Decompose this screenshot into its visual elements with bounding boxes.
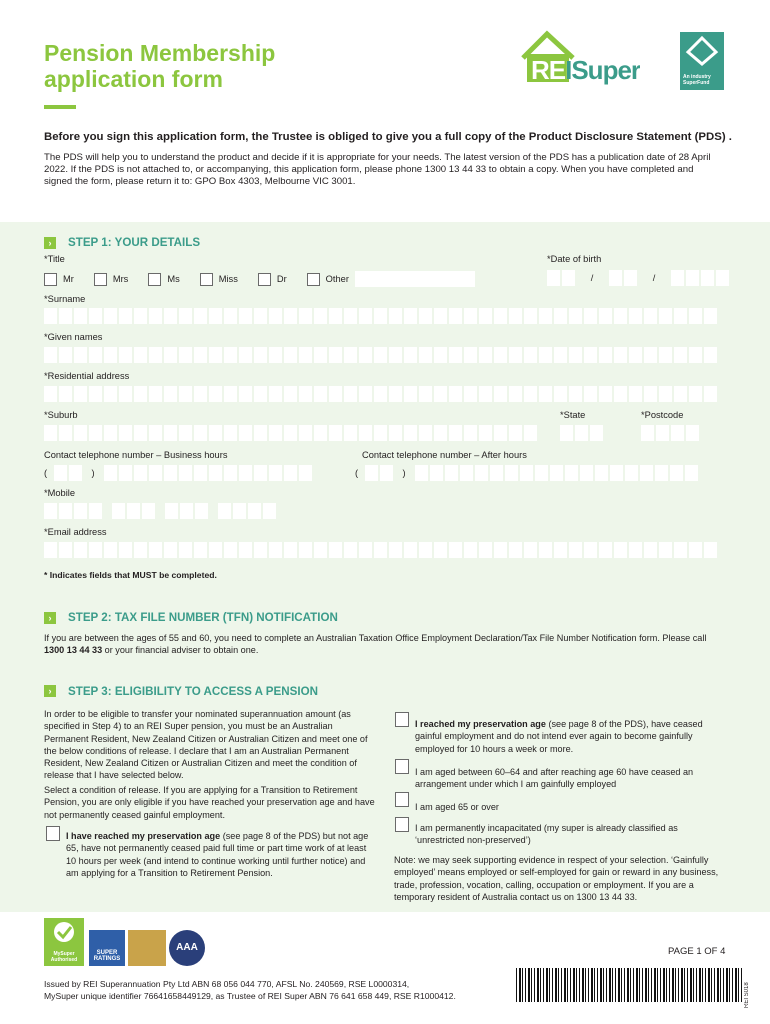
step3-intro: In order to be eligible to transfer your nominated superannuation amount (as specified in Step 4) to an REI Super pension, you must be an Australian Permanent Resident, New Zealand Citizen or Australian Citizen and meet one of the below conditions of release. I declare that I am an Australian Permanent Resident, New Zealand Citizen or Australian Citizen and meet the condition of release that I have selected below. — [44, 709, 368, 781]
address-label: *Residential address — [44, 371, 130, 381]
option-aged-65: I am aged 65 or over — [415, 802, 499, 812]
step2-text-2: or your financial adviser to obtain one. — [102, 645, 259, 656]
title-line-2: application form — [44, 66, 223, 92]
checkbox-ms[interactable] — [148, 273, 161, 286]
dob-label: *Date of birth — [547, 254, 602, 264]
checkbox-preservation-ceased[interactable] — [395, 712, 409, 727]
chevron-right-icon: › — [44, 237, 56, 249]
page-number: PAGE 1 OF 4 — [668, 946, 726, 957]
checkmark-icon — [44, 918, 84, 946]
paren-close-2: ) — [402, 468, 406, 478]
surname-label: *Surname — [44, 294, 86, 304]
chevron-right-icon: › — [44, 612, 56, 624]
opt1-bold: I have reached my preservation age — [66, 831, 221, 841]
page-title — [44, 40, 314, 92]
paren-close: ) — [91, 468, 95, 478]
option-transition-retirement — [66, 830, 376, 879]
opt1-text: (see page 8 of the PDS) but not age 65, have not permanently ceased paid full time or part time work of at least 10 hours per week (and intend to continue working until further notice) and am applying for a Transition to Retirement Pension. — [66, 831, 369, 878]
other-title-input[interactable] — [355, 271, 475, 287]
checkbox-aged-65[interactable] — [395, 792, 409, 807]
mandatory-note: * Indicates fields that MUST be completed. — [44, 570, 217, 580]
title-ms: Ms — [167, 274, 180, 284]
given-names-input[interactable] — [44, 347, 717, 363]
address-input[interactable] — [44, 386, 717, 402]
intro-heading: Before you sign this application form, the Trustee is obliged to give you a full copy of the Product Disclosure Statement (PDS) . — [44, 131, 732, 143]
mobile-label: *Mobile — [44, 488, 76, 498]
issuer-line-2: MySuper unique identifier 76641658449129, as Trustee of REI Super ABN 76 641 658 449, RSE R1000412. — [44, 991, 456, 1001]
title-label: *Title — [44, 254, 65, 264]
checkbox-miss[interactable] — [200, 273, 213, 286]
state-label: *State — [560, 410, 586, 420]
given-names-label: *Given names — [44, 332, 103, 342]
title-mr: Mr — [63, 274, 74, 284]
dob-slash-1: / — [590, 273, 594, 283]
step3-select-note: Select a condition of release. If you are applying for a Transition to Retirement Pension, you are only eligible if you have reached your preservation age and have not permanently ceased gainful employment. — [44, 785, 375, 820]
checkbox-aged-60-64[interactable] — [395, 759, 409, 774]
postcode-label: *Postcode — [641, 410, 684, 420]
title-line-1: Pension Membership — [44, 40, 276, 66]
title-options — [44, 271, 475, 287]
paren-open-2: ( — [355, 468, 359, 478]
phone-business-label: Contact telephone number – Business hours — [44, 450, 228, 460]
badge-text: An industry SuperFund — [683, 74, 711, 86]
checkbox-other[interactable] — [307, 273, 320, 286]
state-input[interactable] — [560, 425, 603, 441]
checkbox-incapacitated[interactable] — [395, 817, 409, 832]
chevron-right-icon: › — [44, 685, 56, 697]
suburb-label: *Suburb — [44, 410, 78, 420]
step1-heading: STEP 1: YOUR DETAILS — [68, 236, 201, 249]
phone-after-label: Contact telephone number – After hours — [362, 450, 527, 460]
dob-slash-2: / — [652, 273, 656, 283]
phone-business-input[interactable] — [44, 465, 312, 481]
diamond-icon — [680, 32, 724, 66]
rei-super-logo — [517, 28, 665, 90]
option-aged-60-64: I am aged between 60–64 and after reaching age 60 have ceased an arrangement under which I am gainfully employed — [415, 767, 694, 790]
form-code: REI S018 — [744, 982, 750, 1008]
title-miss: Miss — [218, 274, 238, 284]
super-ratings-badge: SUPER RATINGS — [89, 930, 125, 966]
opt2-bold: I reached my preservation age — [415, 719, 546, 729]
barcode — [516, 968, 742, 1002]
industry-superfund-badge — [680, 32, 724, 90]
aaa-rating-badge: AAA — [169, 930, 205, 966]
suburb-input[interactable] — [44, 425, 537, 441]
surname-input[interactable] — [44, 308, 717, 324]
title-underline — [44, 105, 76, 109]
intro-body: The PDS will help you to understand the product and decide if it is appropriate for your needs. The latest version of the PDS has a publication date of 28 April 2022. If the PDS is not attached to, or accompanying, this application form, please phone 1300 13 44 33 to obtain a copy. When you have completed and signed the form, please return it to: GPO Box 4303, Melbourne VIC 3001. — [44, 152, 711, 187]
step2-phone: 1300 13 44 33 — [44, 645, 103, 656]
step2-heading: STEP 2: TAX FILE NUMBER (TFN) NOTIFICATION — [68, 611, 338, 624]
checkbox-mr[interactable] — [44, 273, 57, 286]
checkbox-transition-retirement[interactable] — [46, 826, 60, 841]
option-incapacitated: I am permanently incapacitated (my super is already classified as ‘unrestricted non-preserved’) — [415, 823, 678, 846]
step3-note: Note: we may seek supporting evidence in respect of your selection. ‘Gainfully employed’ means employed or self-employed for gain or reward in any business, trade, profession, vocation, calling, occupation or employment. If you are a temporary resident of Australia contact us on 1300 13 44 33. — [394, 855, 719, 902]
option-preservation-ceased — [415, 718, 725, 755]
issuer-line-1: Issued by REI Superannuation Pty Ltd ABN 68 056 044 770, AFSL No. 240569, RSE L0000314, — [44, 979, 410, 989]
opt2-text: (see page 8 of the PDS), have ceased gainful employment and do not intend ever again to become gainfully employed for 10 hours a week or more. — [415, 719, 703, 754]
checkbox-mrs[interactable] — [94, 273, 107, 286]
email-label: *Email address — [44, 527, 107, 537]
platinum-award-badge — [128, 930, 166, 966]
step2-body — [44, 632, 724, 657]
step3-heading: STEP 3: ELIGIBILITY TO ACCESS A PENSION — [68, 685, 318, 698]
mysuper-badge — [44, 918, 84, 966]
phone-after-input[interactable] — [355, 465, 698, 481]
paren-open: ( — [44, 468, 48, 478]
postcode-input[interactable] — [641, 425, 699, 441]
mysuper-badge-text: MySuper Authorised — [50, 951, 78, 963]
dob-input[interactable] — [547, 270, 729, 286]
checkbox-dr[interactable] — [258, 273, 271, 286]
email-input[interactable] — [44, 542, 717, 558]
step2-text-1: If you are between the ages of 55 and 60, you need to complete an Australian Taxation Office Employment Declaration/Tax File Number Notification form. Please call — [44, 633, 707, 643]
title-other: Other — [325, 274, 349, 284]
title-dr: Dr — [276, 274, 287, 284]
logo-text: REISuper — [531, 55, 641, 85]
title-mrs: Mrs — [112, 274, 129, 284]
mobile-input[interactable] — [44, 503, 276, 519]
